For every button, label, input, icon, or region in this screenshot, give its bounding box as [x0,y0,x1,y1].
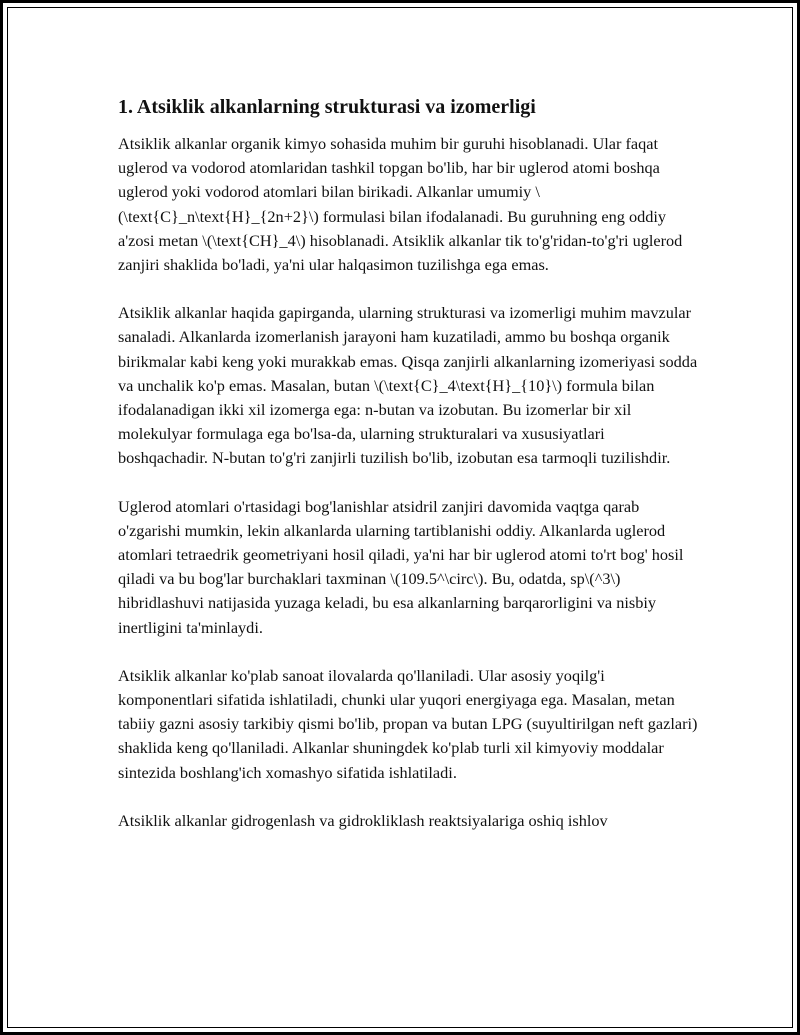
paragraph-4: Atsiklik alkanlar ko'plab sanoat ilovalarda qo'llaniladi. Ular asosiy yoqilg'i komponentlari sifatida ishlatiladi, chunki ular yuqori energiyaga ega. Masalan, metan tabiiy gazni asosiy tarkibiy qismi bo'lib, propan va butan LPG (suyultirilgan neft gazlari) shaklida keng qo'llaniladi. Alkanlar shuningdek ko'plab turli xil kimyoviy moddalar sintezida boshlang'ich xomashyo sifatida ishlatiladi. [118,665,698,782]
paragraph-5: Atsiklik alkanlar gidrogenlash va gidrokliklash reaktsiyalariga oshiq ishlov [118,810,608,830]
document-body [118,94,698,833]
paragraph-1: Atsiklik alkanlar organik kimyo sohasida muhim bir guruhi hisoblanadi. Ular faqat uglerod va vodorod atomlaridan tashkil topgan bo'lib, har bir uglerod atomi boshqa uglerod yoki vodorod atomlari bilan birikadi. Alkanlar umumiy \(\text{C}_n\text{H}_{2n+2}\) formulasi bilan ifodalanadi. Bu guruhning eng oddiy a'zosi metan \(\text{CH}_4\) hisoblanadi. Atsiklik alkanlar tik to'g'ridan-to'g'ri uglerod zanjiri shaklida bo'ladi, ya'ni ular halqasimon tuzilishga ega emas. [118,134,683,275]
paragraph-2: Atsiklik alkanlar haqida gapirganda, ularning strukturasi va izomerligi muhim mavzular sanaladi. Alkanlarda izomerlanish jarayoni ham kuzatiladi, ammo bu boshqa organik birikmalar kabi keng yoki murakkab emas. Qisqa zanjirli alkanlarning izomeriyasi sodda va unchalik ko'p emas. Masalan, butan \(\text{C}_4\text{H}_{10}\) formula bilan ifodalanadigan ikki xil izomerga ega: n-butan va izobutan. Bu izomerlar bir xil molekulyar formulaga ega bo'lsa-da, ularning strukturalari va xususiyatlari boshqachadir. N-butan to'g'ri zanjirli tuzilish bo'lib, izobutan esa tarmoqli tuzilishdir. [118,303,698,468]
section-heading: 1. Atsiklik alkanlarning strukturasi va izomerligi [118,96,536,118]
paragraph-3: Uglerod atomlari o'rtasidagi bog'lanishlar atsidril zanjiri davomida vaqtga qarab o'zgarishi mumkin, lekin alkanlarda ularning tartiblanishi oddiy. Alkanlarda uglerod atomlari tetraedrik geometriyani hosil qiladi, ya'ni har bir uglerod atomi to'rt bog' hosil qiladi va bu bog'lar burchaklari taxminan \(109.5^\circ\). Bu, odatda, sp\(^3\) hibridlashuvi natijasida yuzaga keladi, bu esa alkanlarning barqarorligini va nisbiy inertligini ta'minlaydi. [118,496,684,637]
